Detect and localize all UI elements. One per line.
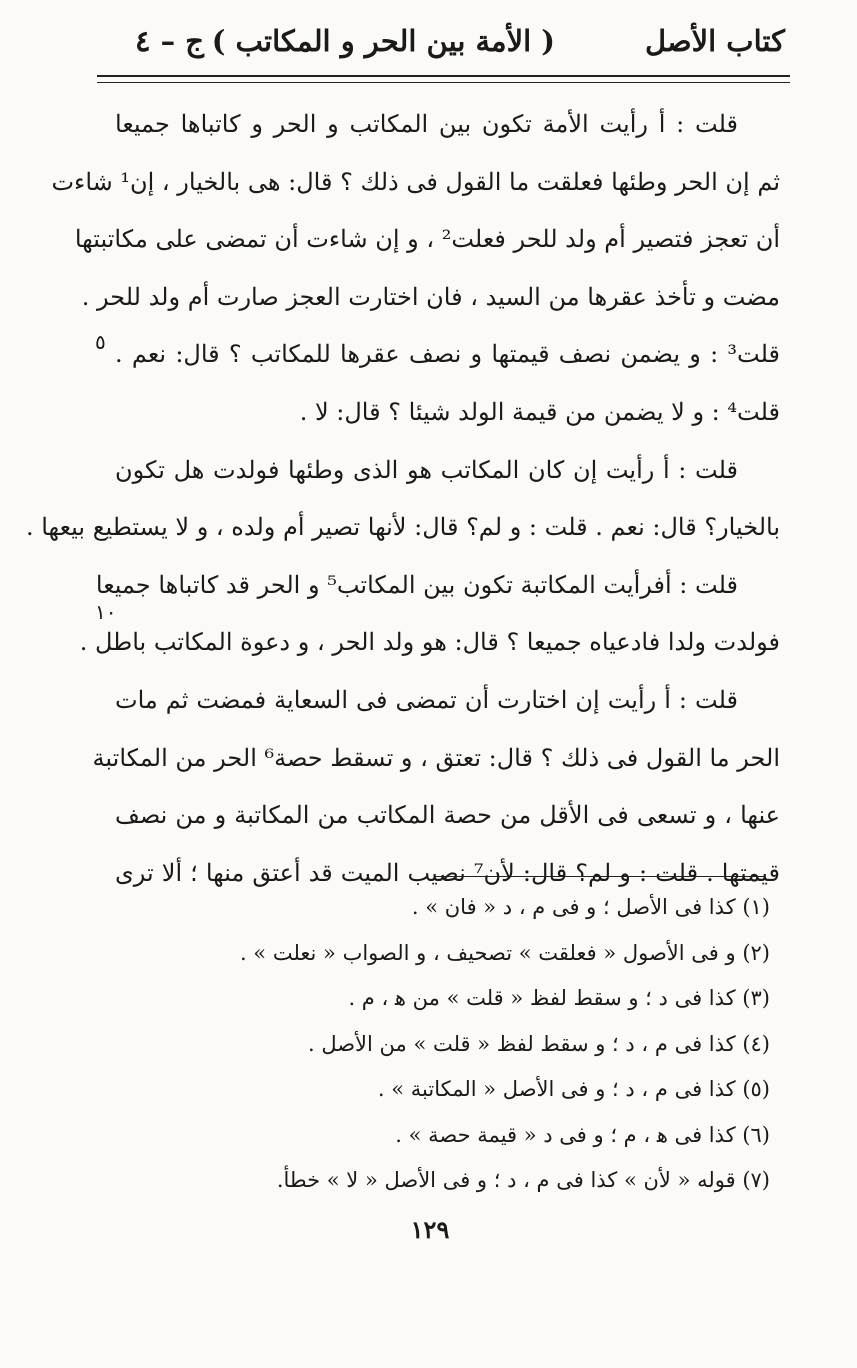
book-title: كتاب الأصل: [645, 24, 785, 58]
text-line: عنها ، و تسعى فى الأقل من حصة المكاتب من المكاتبة و من نصف: [115, 801, 781, 830]
text-line: بالخيار؟ قال: نعم . قلت : و لم؟ قال: لأنها تصير أم ولده ، و لا يستطيع بيعها .: [25, 513, 780, 542]
text-line: قلت : أفرأيت المكاتبة تكون بين المكاتب⁵ و الحر قد كاتباها جميعا: [95, 570, 738, 599]
text-line: مضت و تأخذ عقرها من السيد ، فان اختارت العجز صارت أم ولد للحر .: [81, 282, 780, 311]
footnote: (١) كذا فى الأصل ؛ و فى م ، د « فان » .: [411, 895, 770, 919]
running-header: [95, 18, 785, 74]
text-line: قلت : أ رأيت الأمة تكون بين المكاتب و الحر و كاتباها جميعا: [115, 110, 738, 138]
text-line: قيمتها . قلت : و لم؟ قال: لأن⁷ نصيب الميت قد أعتق منها ؛ ألا ترى: [115, 858, 781, 887]
text-line: ثم إن الحر وطئها فعلقت ما القول فى ذلك ؟ قال: هى بالخيار ، إن¹ شاءت: [51, 167, 780, 196]
text-line: قلت : أ رأيت إن كان المكاتب هو الذى وطئها فولدت هل تكون: [115, 455, 738, 484]
text-line: قلت³ : و يضمن نصف قيمتها و نصف عقرها للمكاتب ؟ قال: نعم .: [115, 340, 780, 369]
text-line: قلت : أ رأيت إن اختارت أن تمضى فى السعاية فمضت ثم مات: [115, 685, 738, 714]
footnotes: [200, 885, 770, 1204]
footnote: (٦) كذا فى ﻫ ، م ؛ و فى د « قيمة حصة » .: [395, 1122, 770, 1147]
footnote: (٤) كذا فى م ، د ؛ و سقط لفظ « قلت » من الأصل .: [307, 1031, 770, 1056]
footnote: (٢) و فى الأصول « فعلقت » تصحيف ، و الصواب « نعلت » .: [239, 940, 770, 965]
footnote: (٣) كذا فى د ؛ و سقط لفظ « قلت » من ﻫ ، م .: [348, 986, 770, 1010]
footnote-rule: [435, 876, 765, 877]
text-line: الحر ما القول فى ذلك ؟ قال: تعتق ، و تسقط حصة⁶ الحر من المكاتبة: [92, 743, 780, 772]
header-rule-thin: [97, 82, 790, 83]
line-marker-10: ١٠: [95, 600, 117, 624]
header-rule: [97, 75, 790, 77]
line-marker-5: ٥: [95, 330, 106, 354]
text-line: أن تعجز فتصير أم ولد للحر فعلت² ، و إن شاءت أن تمضى على مكاتبتها: [74, 225, 780, 254]
text-line: فولدت ولدا فادعياه جميعا ؟ قال: هو ولد الحر ، و دعوة المكاتب باطل .: [79, 628, 780, 657]
footnote: (٥) كذا فى م ، د ؛ و فى الأصل « المكاتبة » .: [377, 1077, 770, 1101]
footnote: (٧) قوله « لأن » كذا فى م ، د ؛ و فى الأصل « لا » خطأ.: [276, 1168, 770, 1192]
chapter-title: ( الأمة بين الحر و المكاتب ): [211, 24, 555, 58]
text-line: قلت⁴ : و لا يضمن من قيمة الولد شيئا ؟ قال: لا .: [299, 397, 780, 426]
volume-label: ج – ٤: [135, 24, 204, 58]
page-number: ١٢٩: [410, 1215, 450, 1244]
